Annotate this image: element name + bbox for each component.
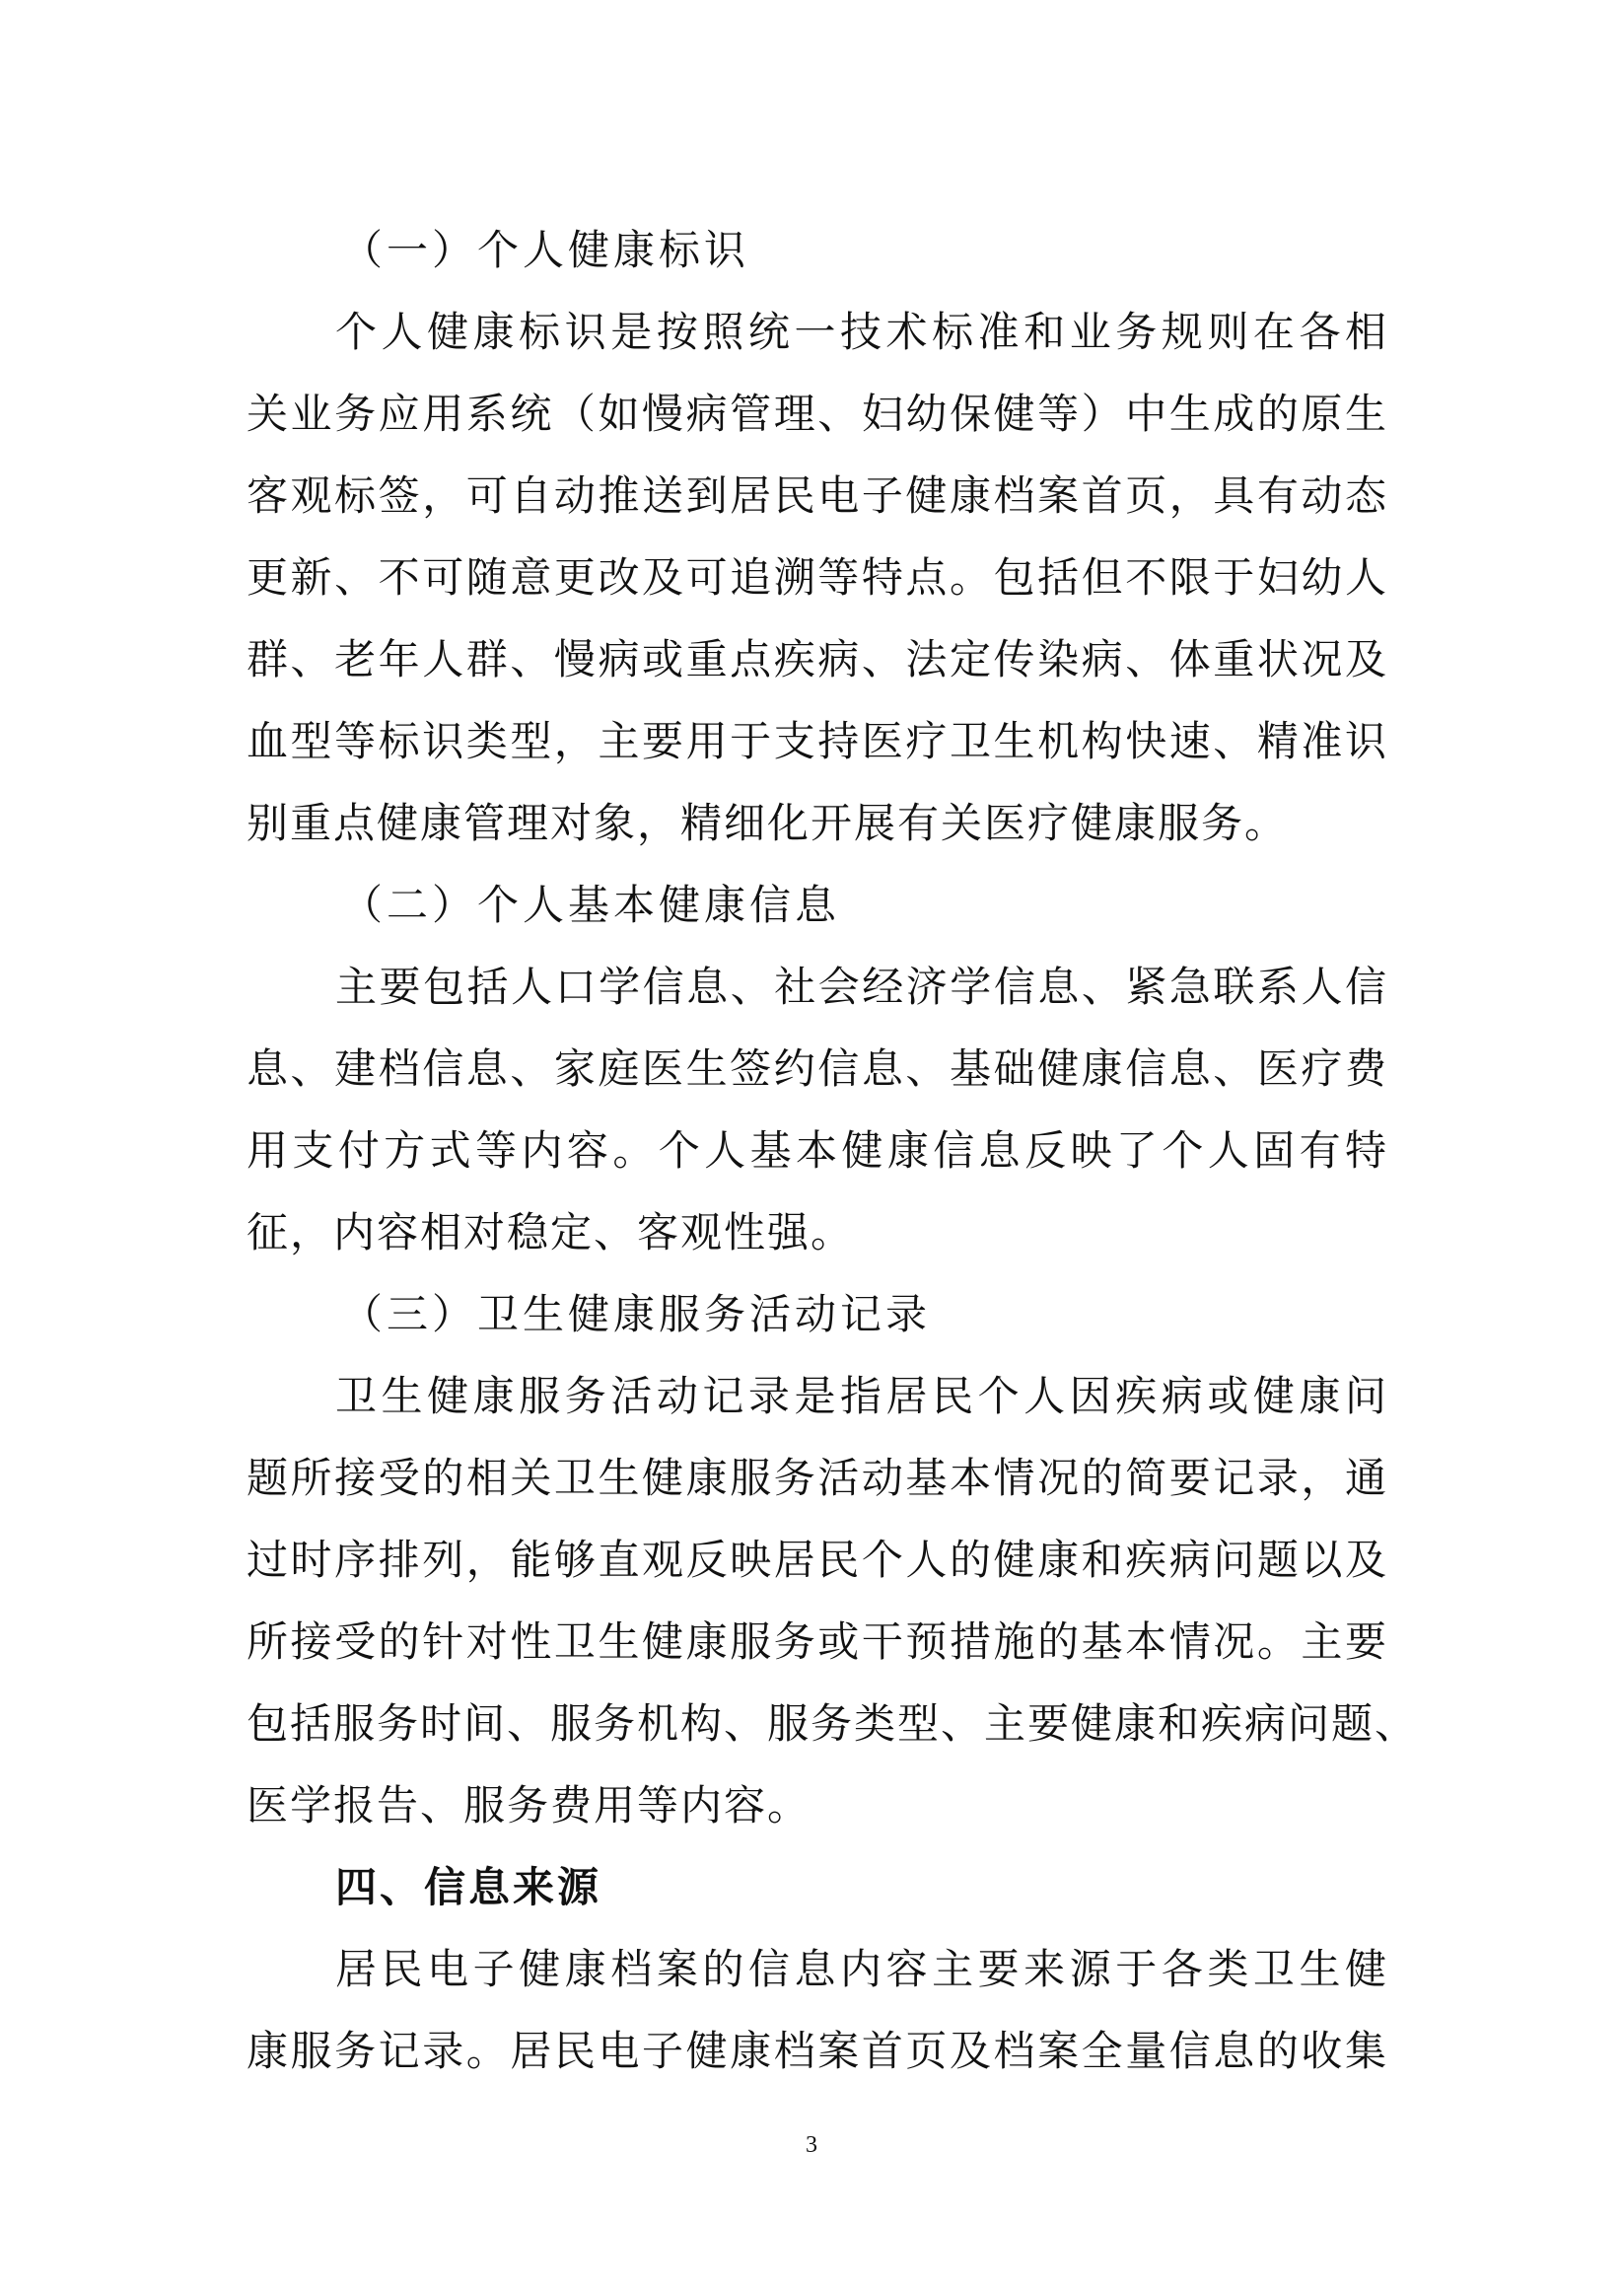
paragraph-info-sources bbox=[247, 1928, 1388, 2092]
paragraph-line: 医学报告、服务费用等内容。 bbox=[247, 1781, 812, 1830]
paragraph-line: 题所接受的相关卫生健康服务活动基本情况的简要记录，通 bbox=[247, 1454, 1388, 1502]
paragraph-line: 用支付方式等内容。个人基本健康信息反映了个人固有特 bbox=[247, 1126, 1388, 1175]
paragraph-line: 居民电子健康档案的信息内容主要来源于各类卫生健 bbox=[335, 1945, 1388, 1993]
paragraph-line: 主要包括人口学信息、社会经济学信息、紧急联系人信 bbox=[335, 963, 1388, 1011]
paragraph-line: 关业务应用系统（如慢病管理、妇幼保健等）中生成的原生 bbox=[247, 390, 1388, 438]
paragraph-basic-health-info bbox=[247, 946, 1388, 1273]
paragraph-line: 更新、不可随意更改及可追溯等特点。包括但不限于妇幼人 bbox=[247, 553, 1388, 602]
paragraph-line: 包括服务时间、服务机构、服务类型、主要健康和疾病问题、 bbox=[247, 1699, 1419, 1748]
subheading-basic-health-info: （二）个人基本健康信息 bbox=[341, 881, 841, 929]
paragraph-line: 群、老年人群、慢病或重点疾病、法定传染病、体重状况及 bbox=[247, 635, 1388, 683]
paragraph-line: 康服务记录。居民电子健康档案首页及档案全量信息的收集 bbox=[247, 2027, 1388, 2075]
page-number: 3 bbox=[806, 2132, 817, 2158]
paragraph-line: 息、建档信息、家庭医生签约信息、基础健康信息、医疗费 bbox=[247, 1044, 1388, 1093]
paragraph-line: 血型等标识类型，主要用于支持医疗卫生机构快速、精准识 bbox=[247, 717, 1388, 765]
paragraph-line: 个人健康标识是按照统一技术标准和业务规则在各相 bbox=[335, 308, 1388, 356]
paragraph-personal-health-identifier bbox=[247, 291, 1388, 864]
paragraph-line: 卫生健康服务活动记录是指居民个人因疾病或健康问 bbox=[335, 1372, 1388, 1420]
paragraph-line: 客观标签，可自动推送到居民电子健康档案首页，具有动态 bbox=[247, 471, 1388, 520]
paragraph-service-activity-records bbox=[247, 1355, 1419, 1846]
subheading-service-activity-records: （三）卫生健康服务活动记录 bbox=[341, 1290, 932, 1338]
section-heading-info-sources: 四、信息来源 bbox=[335, 1863, 602, 1911]
subheading-personal-health-identifier: （一）个人健康标识 bbox=[341, 226, 750, 274]
paragraph-line: 所接受的针对性卫生健康服务或干预措施的基本情况。主要 bbox=[247, 1617, 1388, 1666]
document-body bbox=[247, 209, 1419, 2092]
paragraph-line: 别重点健康管理对象，精细化开展有关医疗健康服务。 bbox=[247, 799, 1289, 847]
paragraph-line: 征，内容相对稳定、客观性强。 bbox=[247, 1208, 855, 1256]
paragraph-line: 过时序排列，能够直观反映居民个人的健康和疾病问题以及 bbox=[247, 1536, 1388, 1584]
